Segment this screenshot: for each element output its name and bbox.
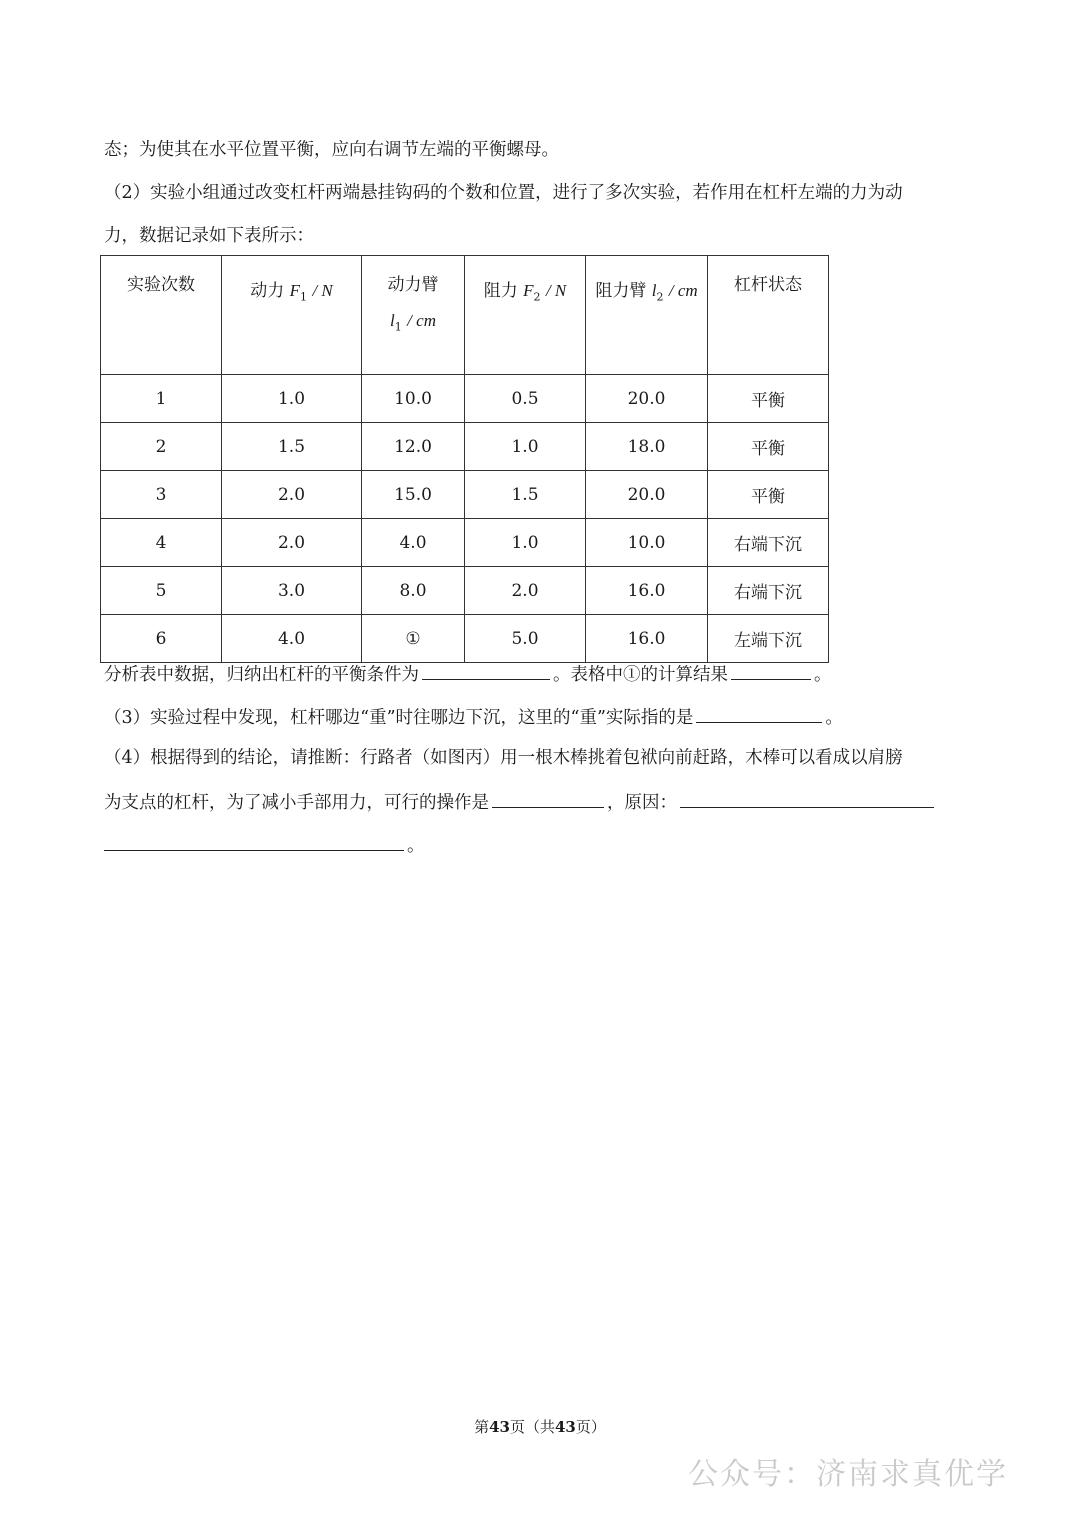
table-row bbox=[101, 615, 829, 663]
question-4-line-3: 。 bbox=[104, 832, 425, 858]
data-table bbox=[100, 255, 829, 663]
table-row bbox=[101, 519, 829, 567]
table-cell: 16.0 bbox=[586, 567, 708, 615]
table-cell: 1.0 bbox=[465, 519, 586, 567]
header-load-force: 阻力 $F_2$ / N bbox=[465, 256, 586, 375]
table-cell: 15.0 bbox=[362, 471, 465, 519]
header-effort-arm: 动力臂 $l_1$ / cm bbox=[362, 256, 465, 375]
table-header-row bbox=[101, 256, 829, 375]
header-load-arm: 阻力臂 $l_2$ / cm bbox=[586, 256, 708, 375]
table-cell: 平衡 bbox=[708, 423, 829, 471]
table-row bbox=[101, 423, 829, 471]
header-trial: 实验次数 bbox=[101, 256, 222, 375]
table-cell: 4.0 bbox=[362, 519, 465, 567]
table-cell: 8.0 bbox=[362, 567, 465, 615]
table-cell: 12.0 bbox=[362, 423, 465, 471]
answer-blank-weight-meaning[interactable] bbox=[696, 704, 822, 723]
table-cell: 2 bbox=[101, 423, 222, 471]
table-row bbox=[101, 567, 829, 615]
question-4-line-1: （4）根据得到的结论，请推断：行路者（如图丙）用一根木棒挑着包袱向前赶路，木棒可以看成以肩膀 bbox=[104, 748, 903, 768]
table-cell: 10.0 bbox=[362, 375, 465, 423]
table-cell: 20.0 bbox=[586, 375, 708, 423]
page-number: 43 bbox=[489, 1418, 510, 1436]
question-2-line-2: 力，数据记录如下表所示： bbox=[104, 226, 314, 246]
page-total: 43 bbox=[555, 1418, 576, 1436]
table-cell: 5.0 bbox=[465, 615, 586, 663]
table-cell: 1 bbox=[101, 375, 222, 423]
table-cell: 10.0 bbox=[586, 519, 708, 567]
table-cell: 右端下沉 bbox=[708, 519, 829, 567]
table-cell: 18.0 bbox=[586, 423, 708, 471]
table-row bbox=[101, 375, 829, 423]
table-cell: 3 bbox=[101, 471, 222, 519]
header-effort-force: 动力 $F_1$ / N bbox=[222, 256, 362, 375]
answer-blank-operation[interactable] bbox=[492, 789, 604, 808]
answer-blank-reason-cont[interactable] bbox=[104, 832, 404, 851]
question-3-line: （3）实验过程中发现，杠杆哪边“重”时往哪边下沉，这里的“重”实际指的是 。 bbox=[104, 704, 843, 730]
answer-blank-balance-condition[interactable] bbox=[422, 661, 550, 680]
table-cell: 5 bbox=[101, 567, 222, 615]
question-2-line-1: （2）实验小组通过改变杠杆两端悬挂钩码的个数和位置，进行了多次实验，若作用在杠杆左端的力为动 bbox=[104, 183, 903, 203]
table-cell: 1.5 bbox=[222, 423, 362, 471]
watermark: 公众号：济南求真优学 bbox=[688, 1457, 1008, 1492]
table-row bbox=[101, 471, 829, 519]
answer-blank-calc-result[interactable] bbox=[731, 661, 811, 680]
table-cell: 平衡 bbox=[708, 471, 829, 519]
question-4-line-2: 为支点的杠杆，为了减小手部用力，可行的操作是 ，原因： bbox=[104, 789, 937, 815]
table-cell: 4 bbox=[101, 519, 222, 567]
table-cell: 1.0 bbox=[465, 423, 586, 471]
table-cell: 20.0 bbox=[586, 471, 708, 519]
table-cell: 3.0 bbox=[222, 567, 362, 615]
answer-blank-reason[interactable] bbox=[680, 789, 934, 808]
table-cell: 2.0 bbox=[222, 471, 362, 519]
table-cell: 16.0 bbox=[586, 615, 708, 663]
table-cell: 6 bbox=[101, 615, 222, 663]
table-cell: ① bbox=[362, 615, 465, 663]
header-lever-state: 杠杆状态 bbox=[708, 256, 829, 375]
table-cell: 2.0 bbox=[465, 567, 586, 615]
table-cell: 右端下沉 bbox=[708, 567, 829, 615]
table-cell: 0.5 bbox=[465, 375, 586, 423]
table-cell: 1.0 bbox=[222, 375, 362, 423]
table-cell: 1.5 bbox=[465, 471, 586, 519]
page-footer: 第43页（共43页） bbox=[474, 1418, 606, 1436]
text-line-1: 态；为使其在水平位置平衡，应向右调节左端的平衡螺母。 bbox=[104, 140, 559, 160]
analysis-line: 分析表中数据，归纳出杠杆的平衡条件为 。表格中①的计算结果 。 bbox=[104, 661, 832, 687]
table-cell: 4.0 bbox=[222, 615, 362, 663]
table-cell: 2.0 bbox=[222, 519, 362, 567]
table-cell: 左端下沉 bbox=[708, 615, 829, 663]
table-cell: 平衡 bbox=[708, 375, 829, 423]
